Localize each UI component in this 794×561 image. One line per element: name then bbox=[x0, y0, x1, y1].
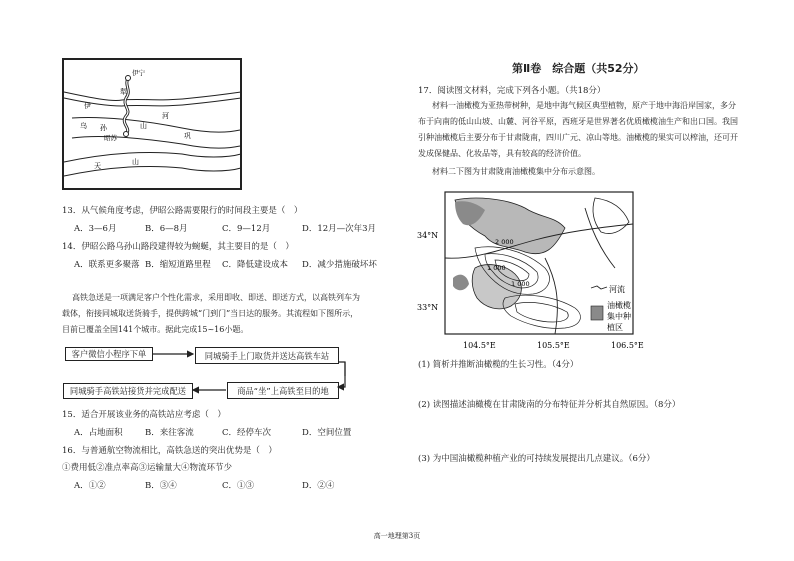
page-footer: 高一地理第3页 bbox=[373, 532, 421, 540]
intro-line: 高铁急送是一项满足客户个性化需求，采用即收、即送、即送方式，以高铁列车为 bbox=[72, 293, 360, 302]
legend-olive: 植区 bbox=[607, 323, 623, 332]
flow-arrows bbox=[150, 345, 350, 405]
map1-label: 山 bbox=[132, 158, 139, 166]
material-1-line: 引种油橄榄后主要分布于甘肃陇南，四川广元、凉山等地。油橄榄的果实可以榨油，还可开 bbox=[418, 133, 738, 142]
map1-label: 山 bbox=[140, 122, 147, 130]
material-1-line: 发成保健品、化妆品等，具有较高的经济价值。 bbox=[418, 149, 586, 158]
q15-option-c[interactable]: C．经停车次 bbox=[222, 428, 272, 438]
question-14: 14．伊昭公路乌孙山路段建得较为蜿蜒，其主要目的是（ ） bbox=[62, 242, 294, 252]
ili-zhaosu-road-map bbox=[62, 58, 242, 190]
q15-option-b[interactable]: B．来往客流 bbox=[145, 428, 194, 438]
legend-river: 河流 bbox=[609, 285, 625, 294]
q14-option-c[interactable]: C．降低建设成本 bbox=[222, 260, 289, 270]
flow-step-pickup: 同城骑手上门取货并送达高铁车站 bbox=[195, 347, 339, 364]
q14-option-d[interactable]: D．减少措施破坏坏 bbox=[302, 260, 377, 270]
q14-option-a[interactable]: A．联系更多聚落 bbox=[74, 260, 140, 270]
map1-label: 河 bbox=[162, 112, 169, 120]
q16-option-a[interactable]: A．①② bbox=[74, 481, 106, 491]
q16-option-d[interactable]: D．②④ bbox=[302, 481, 335, 491]
q13-option-d[interactable]: D．12月—次年3月 bbox=[302, 224, 377, 234]
map1-city-yining: 伊宁 bbox=[132, 69, 145, 77]
q15-option-a[interactable]: A．占地面积 bbox=[74, 428, 123, 438]
map1-label: 伊 bbox=[84, 102, 91, 110]
map1-label: 乌 bbox=[80, 122, 87, 130]
q14-option-b[interactable]: B．缩短道路里程 bbox=[145, 260, 211, 270]
map1-label: 天 bbox=[94, 162, 101, 170]
intro-line: 载体，衔接同城取送货骑手，提供跨城“门到门”当日达的服务。其流程如下图所示， bbox=[62, 309, 359, 318]
q13-option-c[interactable]: C．9—12月 bbox=[222, 224, 271, 234]
q15-option-d[interactable]: D．空间位置 bbox=[302, 428, 352, 438]
map2-contour-label: 1 000 bbox=[487, 264, 506, 272]
map2-contour-label: 1 000 bbox=[511, 280, 530, 288]
map2-lon-1055: 105.5°E bbox=[537, 341, 570, 350]
map1-label: 巩 bbox=[184, 132, 191, 140]
map1-label: 孙 bbox=[100, 124, 107, 132]
question-16: 16．与普通航空物流相比，高铁急送的突出优势是（ ） bbox=[62, 446, 277, 456]
flow-step-delivery: 同城骑手高铁站接货并完成配送 bbox=[63, 383, 193, 399]
longnan-olive-map bbox=[415, 188, 647, 354]
q13-option-a[interactable]: A．3—6月 bbox=[74, 224, 117, 234]
section-title: 第Ⅱ卷 综合题（共52分） bbox=[512, 62, 645, 75]
map1-city-zhaosu: 昭苏 bbox=[104, 134, 117, 142]
intro-line: 目前已覆盖全国141个城市。据此完成15~16小题。 bbox=[62, 325, 249, 334]
legend-olive: 集中种 bbox=[607, 312, 631, 321]
flow-step-rail: 商品“坐”上高铁至目的地 bbox=[227, 382, 339, 399]
flow-step-order: 客户微信小程序下单 bbox=[65, 347, 153, 361]
q17-sub1: (1) 简析并推断油橄榄的生长习性。（4分） bbox=[418, 360, 579, 370]
material-1-line: 布于向南的低山山坡、山麓、河谷平原，西班牙是世界著名优质橄榄油生产和出口国。我国 bbox=[418, 117, 738, 126]
q17-sub3: (3) 为中国油橄榄种植产业的可持续发展提出几点建议。（6分） bbox=[418, 454, 655, 464]
map2-lon-1065: 106.5°E bbox=[611, 341, 644, 350]
map2-contour-label: 2 000 bbox=[495, 238, 514, 246]
map2-lat-34: 34°N bbox=[417, 231, 439, 240]
map2-lat-33: 33°N bbox=[417, 303, 439, 312]
material-1-line: 材料一油橄榄为亚热带树种，是地中海气候区典型植物，原产于地中海沿岸国家，多分 bbox=[432, 101, 736, 110]
question-15: 15．适合开展该业务的高铁站应考虑（ ） bbox=[62, 410, 226, 420]
legend-olive: 油橄榄 bbox=[607, 301, 631, 310]
map1-label: 犁 bbox=[120, 88, 127, 96]
q16-option-c[interactable]: C．①③ bbox=[222, 481, 255, 491]
q17-sub2: (2) 读图描述油橄榄在甘肃陇南的分布特征并分析其自然原因。（8分） bbox=[418, 400, 681, 410]
q16-statements: ①费用低②准点率高③运输量大④物流环节少 bbox=[62, 463, 233, 473]
map2-lon-1045: 104.5°E bbox=[463, 341, 496, 350]
question-13: 13．从气候角度考虑，伊昭公路需要限行的时间段主要是（ ） bbox=[62, 206, 303, 216]
question-17: 17．阅读图文材料，完成下列各小题。（共18分） bbox=[418, 86, 606, 96]
material-2-line: 材料二下图为甘肃陇南油橄榄集中分布示意图。 bbox=[432, 167, 600, 176]
q16-option-b[interactable]: B．③④ bbox=[145, 481, 177, 491]
q13-option-b[interactable]: B．6—8月 bbox=[145, 224, 188, 234]
